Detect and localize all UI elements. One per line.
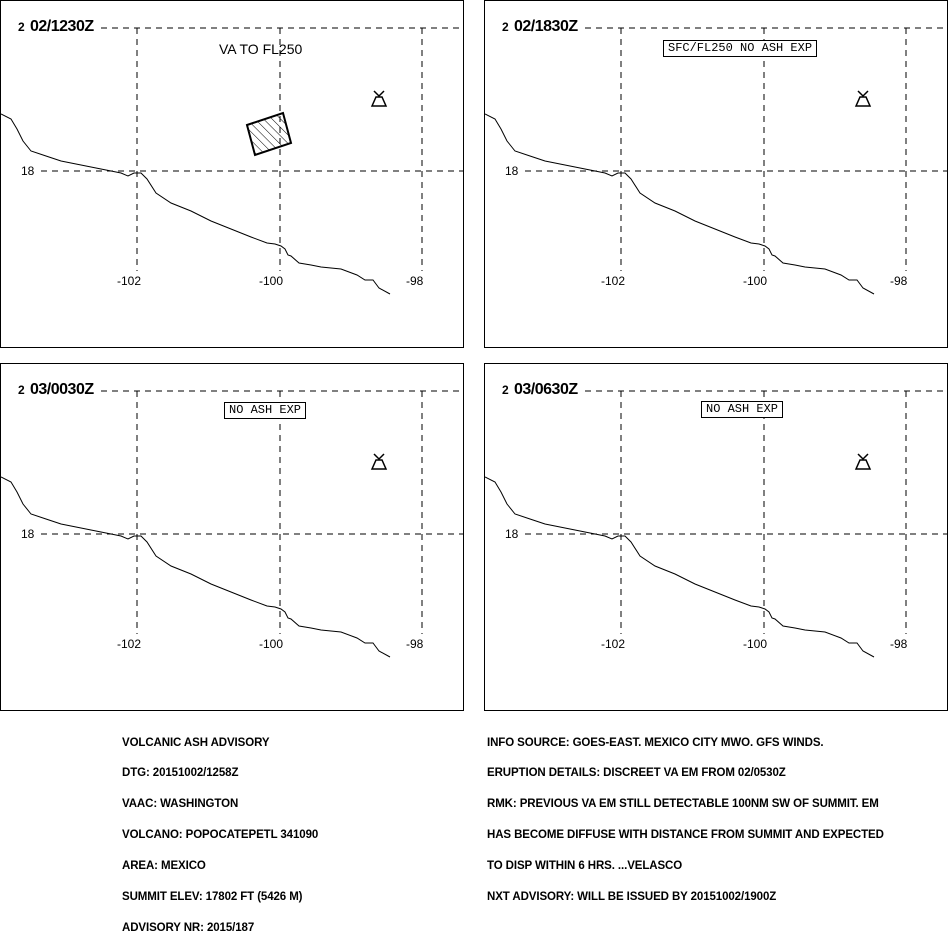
lon-label-98: -98 bbox=[406, 274, 424, 288]
volcano-plume bbox=[374, 454, 384, 459]
lon-label-102: -102 bbox=[601, 637, 626, 651]
ash-annotation: VA TO FL250 bbox=[219, 41, 303, 57]
ash-area-polygon bbox=[247, 113, 291, 155]
footer-line: NXT ADVISORY: WILL BE ISSUED BY 20151002/1900Z bbox=[487, 891, 777, 904]
panel-title: 02/1230Z bbox=[30, 18, 94, 35]
coastline bbox=[1, 114, 390, 294]
advisory-header-block bbox=[122, 717, 318, 944]
volcano-cone bbox=[372, 460, 386, 469]
footer-line: HAS BECOME DIFFUSE WITH DISTANCE FROM SUMMIT AND EXPECTED bbox=[487, 829, 884, 842]
advisory-details-block bbox=[487, 717, 884, 913]
footer-line: TO DISP WITHIN 6 HRS. ...VELASCO bbox=[487, 860, 683, 873]
map-panel-4 bbox=[484, 363, 948, 711]
footer-line: INFO SOURCE: GOES-EAST. MEXICO CITY MWO. GFS WINDS. bbox=[487, 736, 824, 749]
lon-label-100: -100 bbox=[743, 274, 768, 288]
panel-title: 02/1830Z bbox=[514, 18, 578, 35]
lat-label-18: 18 bbox=[21, 164, 35, 178]
panel-title-prefix: 2 bbox=[18, 383, 25, 397]
volcano-cone bbox=[372, 97, 386, 106]
lon-label-100: -100 bbox=[259, 274, 284, 288]
footer-line: DTG: 20151002/1258Z bbox=[122, 767, 239, 780]
coastline bbox=[485, 114, 874, 294]
map-panel-3 bbox=[0, 363, 464, 711]
coastline bbox=[1, 477, 390, 657]
panel-title-prefix: 2 bbox=[18, 20, 25, 34]
volcano-plume bbox=[858, 91, 868, 96]
footer-line: VOLCANIC ASH ADVISORY bbox=[122, 736, 270, 749]
map-panel-1 bbox=[0, 0, 464, 348]
footer-line: AREA: MEXICO bbox=[122, 860, 206, 873]
footer-line: ERUPTION DETAILS: DISCREET VA EM FROM 02/0530Z bbox=[487, 767, 786, 780]
volcano-icon bbox=[372, 454, 386, 469]
volcano-icon bbox=[372, 91, 386, 106]
panel-title: 03/0030Z bbox=[30, 381, 94, 398]
lon-label-102: -102 bbox=[117, 274, 142, 288]
footer-line: SUMMIT ELEV: 17802 FT (5426 M) bbox=[122, 891, 303, 904]
coastline bbox=[485, 477, 874, 657]
lon-label-102: -102 bbox=[117, 637, 142, 651]
lon-label-98: -98 bbox=[406, 637, 424, 651]
footer-line: VOLCANO: POPOCATEPETL 341090 bbox=[122, 829, 319, 842]
panel-title: 03/0630Z bbox=[514, 381, 578, 398]
lat-label-18: 18 bbox=[21, 527, 35, 541]
volcano-icon bbox=[856, 91, 870, 106]
lon-label-100: -100 bbox=[743, 637, 768, 651]
volcano-cone bbox=[856, 97, 870, 106]
volcano-cone bbox=[856, 460, 870, 469]
lon-label-98: -98 bbox=[890, 274, 908, 288]
volcano-icon bbox=[856, 454, 870, 469]
panel-title-prefix: 2 bbox=[502, 20, 509, 34]
ash-annotation-box: SFC/FL250 NO ASH EXP bbox=[663, 40, 817, 57]
volcano-plume bbox=[858, 454, 868, 459]
ash-annotation-box: NO ASH EXP bbox=[701, 401, 783, 418]
lon-label-98: -98 bbox=[890, 637, 908, 651]
footer-line: ADVISORY NR: 2015/187 bbox=[122, 921, 255, 934]
lon-label-102: -102 bbox=[601, 274, 626, 288]
map-panel-2 bbox=[484, 0, 948, 348]
footer-line: RMK: PREVIOUS VA EM STILL DETECTABLE 100NM SW OF SUMMIT. EM bbox=[487, 798, 879, 811]
lat-label-18: 18 bbox=[505, 164, 519, 178]
ash-annotation-box: NO ASH EXP bbox=[224, 402, 306, 419]
panel-title-prefix: 2 bbox=[502, 383, 509, 397]
lat-label-18: 18 bbox=[505, 527, 519, 541]
volcano-plume bbox=[374, 91, 384, 96]
lon-label-100: -100 bbox=[259, 637, 284, 651]
footer-line: VAAC: WASHINGTON bbox=[122, 798, 239, 811]
